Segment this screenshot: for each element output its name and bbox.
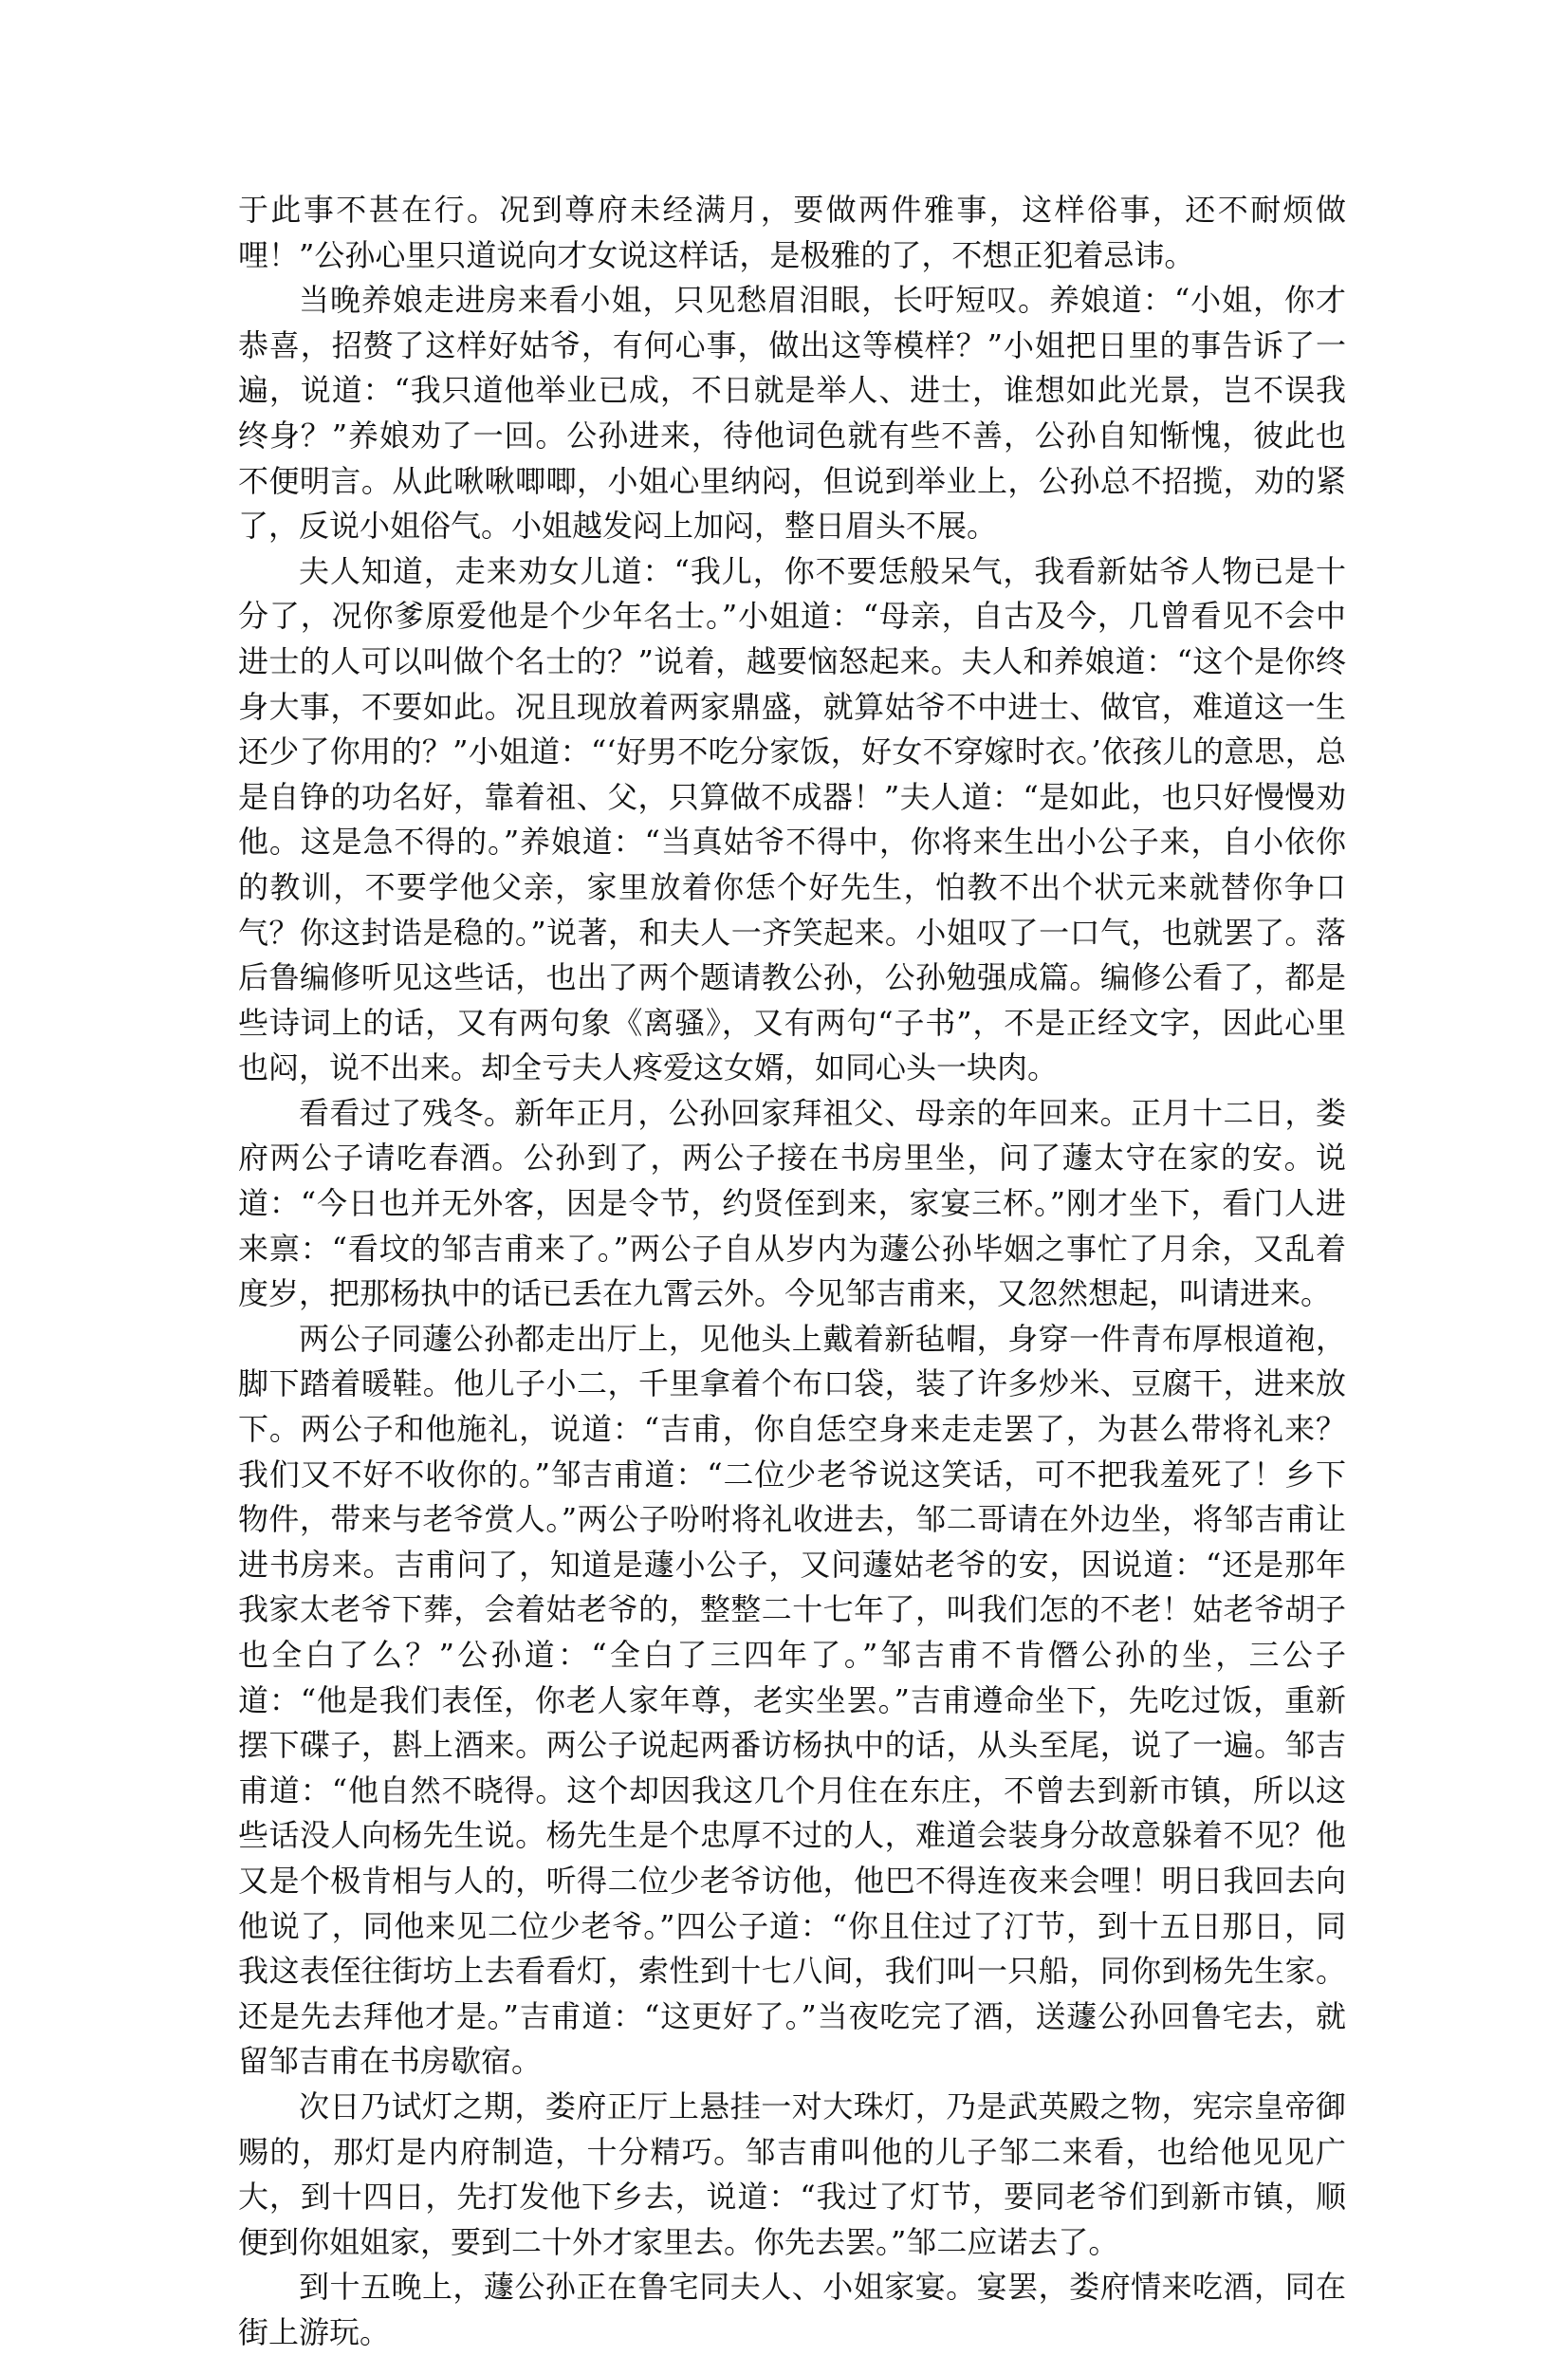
paragraph: 次日乃试灯之期，娄府正厅上悬挂一对大珠灯，乃是武英殿之物，宪宗皇帝御赐的，那灯是内府制造，十分精巧。邹吉甫叫他的儿子邹二来看，也给他见见广大，到十四日，先打发他下乡去，说道：“我过了灯节，要同老爷们到新市镇，顺便到你姐姐家，要到二十外才家里去。你先去罢。”邹二应诺去了。 (238, 2087, 1346, 2260)
paragraph: 看看过了残冬。新年正月，公孙回家拜祖父、母亲的年回来。正月十二日，娄府两公子请吃春酒。公孙到了，两公子接在书房里坐，问了蘧太守在家的安。说道：“今日也并无外客，因是令节，约贤侄到来，家宴三杯。”刚才坐下，看门人进来禀：“看坟的邹吉甫来了。”两公子自从岁内为蘧公孙毕姻之事忙了月余，又乱着度岁，把那杨执中的话已丢在九霄云外。今见邹吉甫来，又忽然想起，叫请进来。 (238, 1094, 1346, 1312)
paragraph: 夫人知道，走来劝女儿道：“我儿，你不要恁般呆气，我看新姑爷人物已是十分了，况你爹原爱他是个少年名士。”小姐道：“母亲，自古及今，几曾看见不会中进士的人可以叫做个名士的？”说着，越要恼怒起来。夫人和养娘道：“这个是你终身大事，不要如此。况且现放着两家鼎盛，就算姑爷不中进士、做官，难道这一生还少了你用的？”小姐道：“‘好男不吃分家饭，好女不穿嫁时衣。’依孩儿的意思，总是自铮的功名好，靠着祖、父，只算做不成器！”夫人道：“是如此，也只好慢慢劝他。这是急不得的。”养娘道：“当真姑爷不得中，你将来生出小公子来，自小依你的教训，不要学他父亲，家里放着你恁个好先生，怕教不出个状元来就替你争口气？你这封诰是稳的。”说著，和夫人一齐笑起来。小姐叹了一口气，也就罢了。落后鲁编修听见这些话，也出了两个题请教公孙，公孙勉强成篇。编修公看了，都是些诗词上的话，又有两句象《离骚》，又有两句“子书”，不是正经文字，因此心里也闷，说不出来。却全亏夫人疼爱这女婿，如同心头一块肉。 (238, 552, 1346, 1086)
paragraph: 到十五晚上，蘧公孙正在鲁宅同夫人、小姐家宴。宴罢，娄府情来吃酒，同在街上游玩。 (238, 2269, 1346, 2350)
paragraph: 当晚养娘走进房来看小姐，只见愁眉泪眼，长吁短叹。养娘道：“小姐，你才恭喜，招赘了这样好姑爷，有何心事，做出这等模样？”小姐把日里的事告诉了一遍，说道：“我只道他举业已成，不日就是举人、进士，谁想如此光景，岂不误我终身？”养娘劝了一回。公孙进来，待他词色就有些不善，公孙自知惭愧，彼此也不便明言。从此啾啾唧唧，小姐心里纳闷，但说到举业上，公孙总不招揽，劝的紧了，反说小姐俗气。小姐越发闷上加闷，整日眉头不展。 (238, 282, 1346, 545)
page-body (238, 188, 1346, 2356)
paragraph: 两公子同蘧公孙都走出厅上，见他头上戴着新毡帽，身穿一件青布厚根道袍，脚下踏着暖鞋。他儿子小二，千里拿着个布口袋，装了许多炒米、豆腐干，进来放下。两公子和他施礼，说道：“吉甫，你自恁空身来走走罢了，为甚么带将礼来？我们又不好不收你的。”邹吉甫道：“二位少老爷说这笑话，可不把我羞死了！乡下物件，带来与老爷赏人。”两公子吩咐将礼收进去，邹二哥请在外边坐，将邹吉甫让进书房来。吉甫问了，知道是蘧小公子，又问蘧姑老爷的安，因说道：“还是那年我家太老爷下葬，会着姑老爷的，整整二十七年了，叫我们怎的不老！姑老爷胡子也全白了么？”公孙道：“全白了三四年了。”邹吉甫不肯僭公孙的坐，三公子道：“他是我们表侄，你老人家年尊，老实坐罢。”吉甫遵命坐下，先吃过饭，重新摆下碟子，斟上酒来。两公子说起两番访杨执中的话，从头至尾，说了一遍。邹吉甫道：“他自然不晓得。这个却因我这几个月住在东庄，不曾去到新市镇，所以这些话没人向杨先生说。杨先生是个忠厚不过的人，难道会装身分故意躲着不见？他又是个极肯相与人的，听得二位少老爷访他，他巴不得连夜来会哩！明日我回去向他说了，同他来见二位少老爷。”四公子道：“你且住过了汀节，到十五日那日，同我这表侄往街坊上去看看灯，索性到十七八间，我们叫一只船，同你到杨先生家。还是先去拜他才是。”吉甫道：“这更好了。”当夜吃完了酒，送蘧公孙回鲁宅去，就留邹吉甫在书房歇宿。 (238, 1320, 1346, 2080)
paragraph-continuation: 于此事不甚在行。况到尊府未经满月，要做两件雅事，这样俗事，还不耐烦做哩！”公孙心里只道说向才女说这样话，是极雅的了，不想正犯着忌讳。 (238, 192, 1346, 273)
